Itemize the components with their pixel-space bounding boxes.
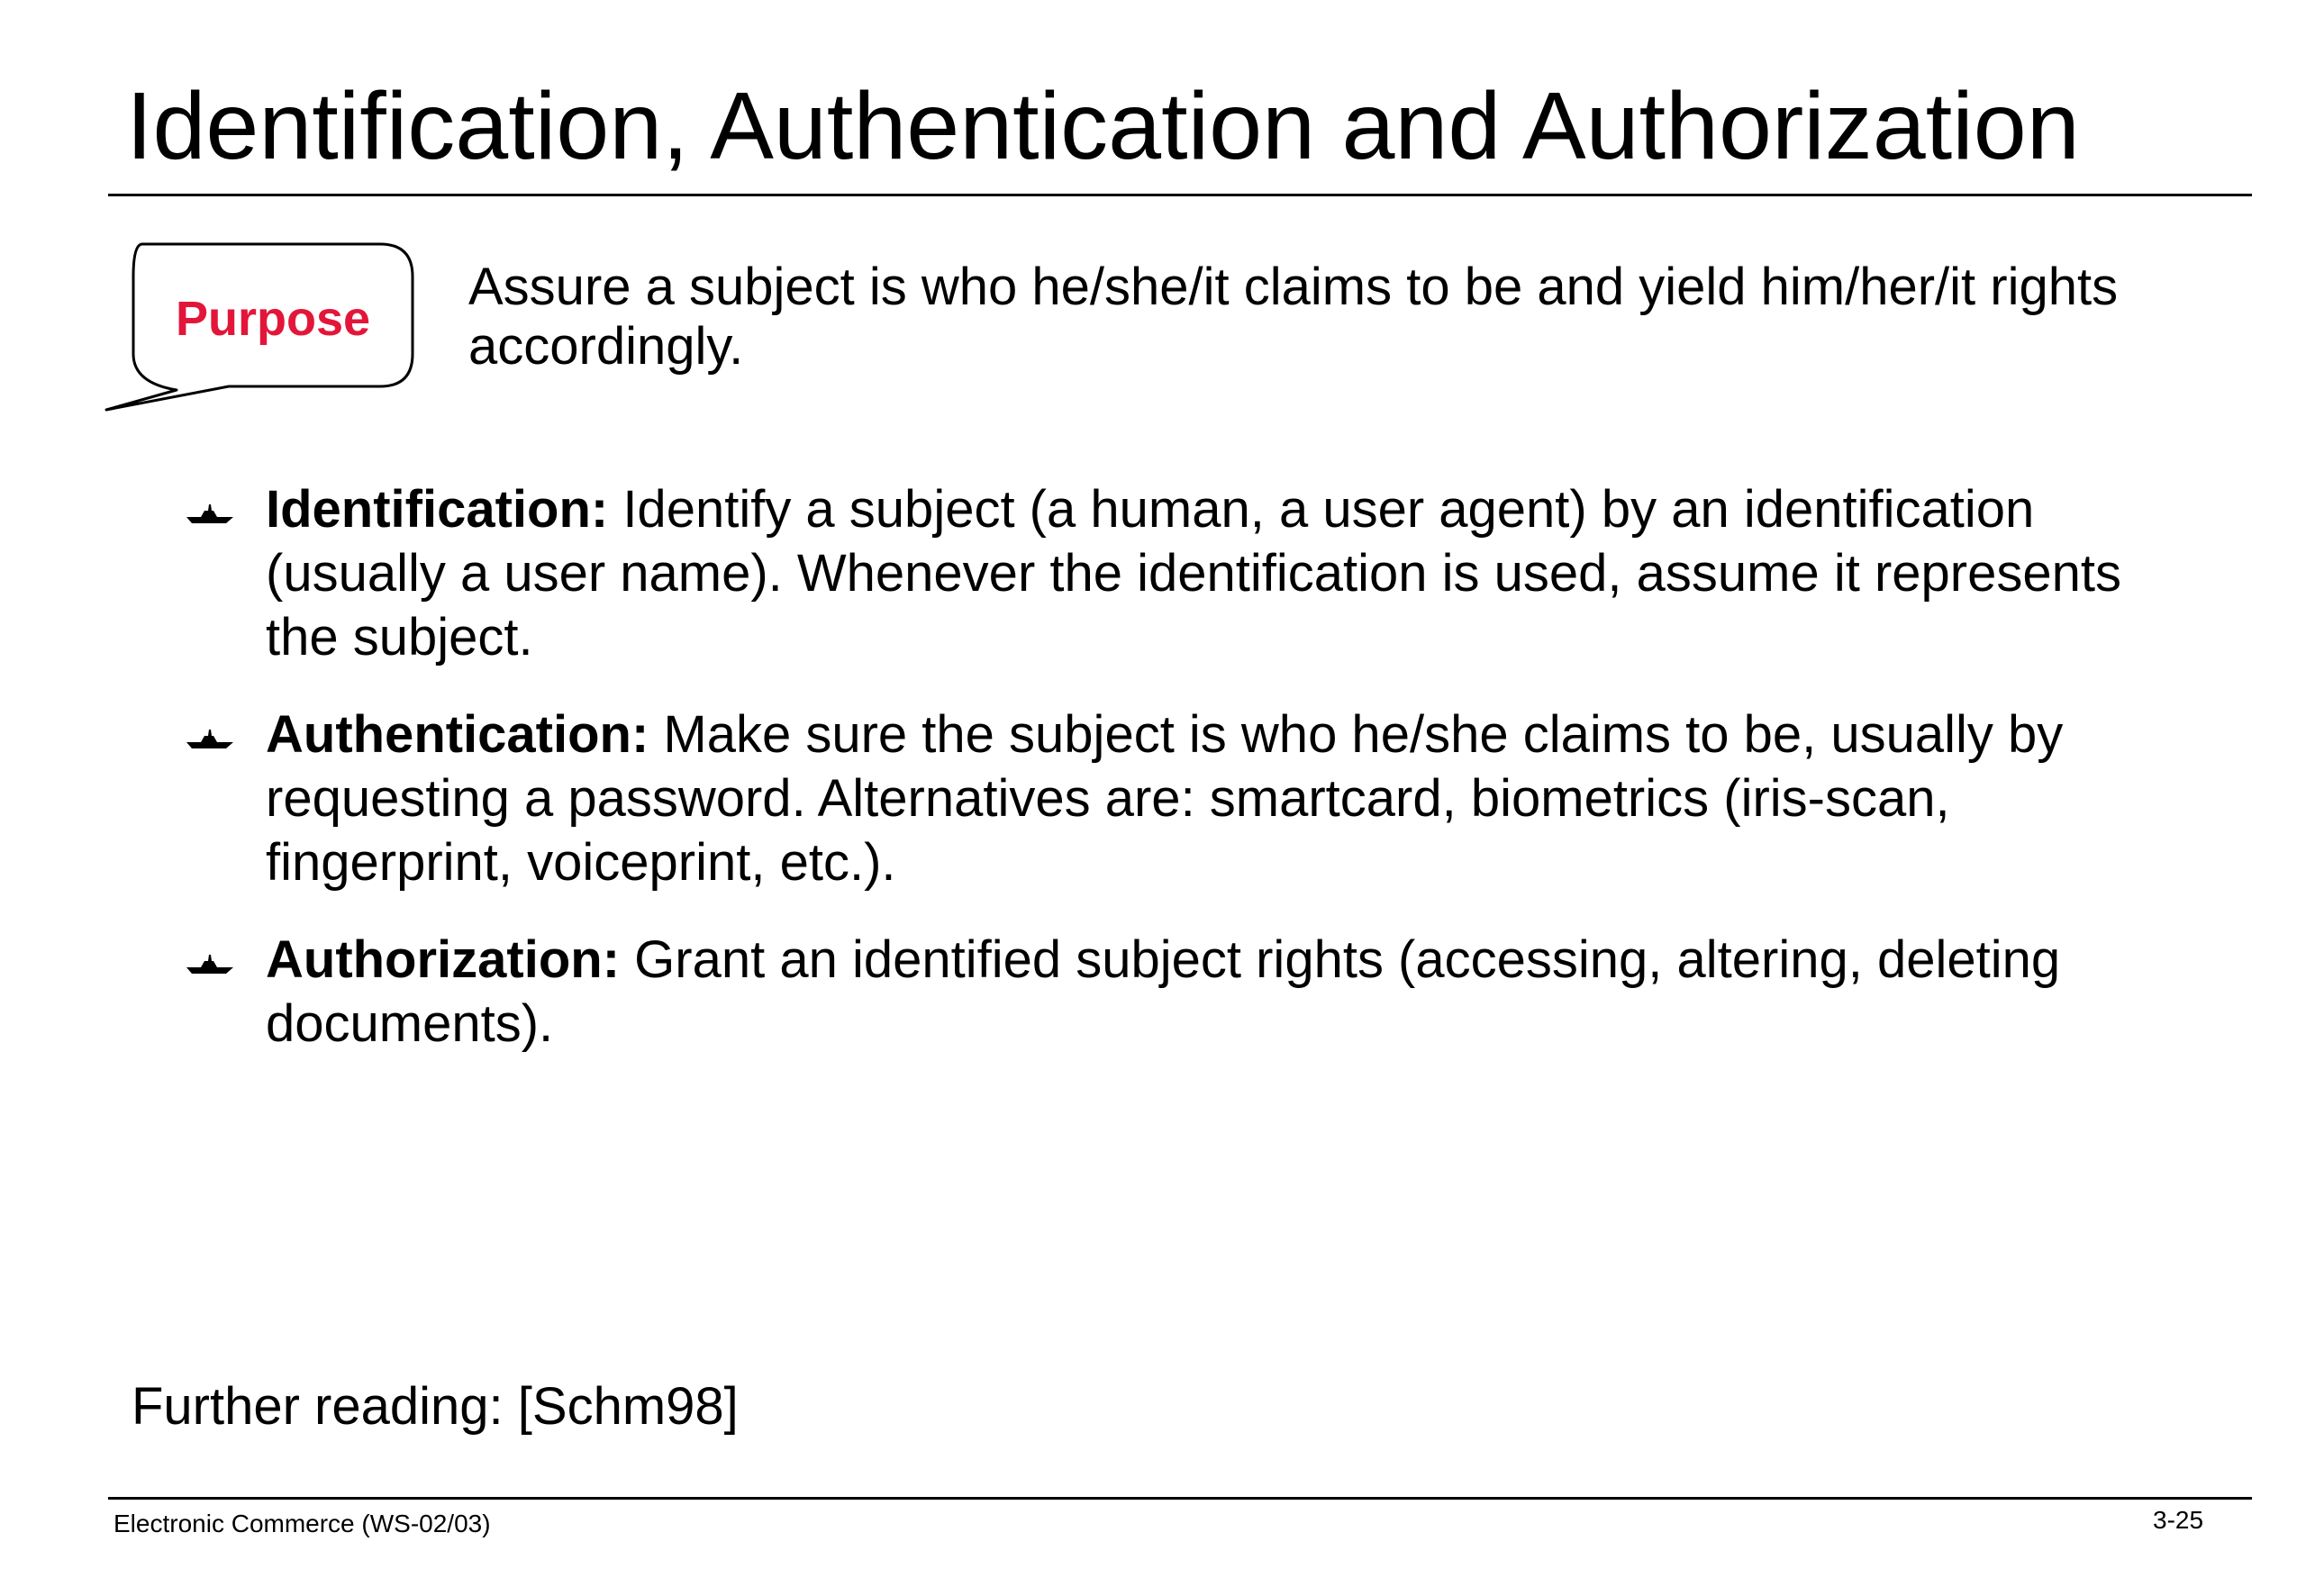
bullet-identification bbox=[185, 477, 2193, 669]
further-reading: Further reading: [Schm98] bbox=[132, 1377, 739, 1436]
bullet-authentication bbox=[185, 703, 2193, 894]
bullet-term: Authorization: bbox=[266, 930, 621, 989]
bullet-term: Authentication: bbox=[266, 705, 649, 764]
bullet-text: Grant an identified subject rights (accessing, altering, deleting documents). bbox=[266, 930, 2061, 1053]
purpose-description: Assure a subject is who he/she/it claims to be and yield him/her/it rights accordingly. bbox=[468, 258, 2119, 376]
bullet-term: Identification: bbox=[266, 480, 609, 539]
bullet-text: Make sure the subject is who he/she claims to be, usually by requesting a password. Alternatives are: smartcard, biometrics (iris-scan, fingerprint, voiceprint, etc.). bbox=[266, 705, 2064, 892]
title-divider bbox=[108, 194, 2252, 196]
ship-bullet-icon bbox=[185, 728, 235, 749]
bullet-text: Identify a subject (a human, a user agent) by an identification (usually a user name). Whenever the identification is used, assume it represents the subject. bbox=[266, 480, 2121, 667]
bullet-authorization bbox=[185, 928, 2193, 1056]
ship-bullet-icon bbox=[185, 503, 235, 524]
footer-divider bbox=[108, 1497, 2252, 1500]
slide-title: Identification, Authentication and Authorization bbox=[126, 73, 2080, 179]
purpose-label: Purpose bbox=[175, 292, 371, 346]
bullet-list bbox=[185, 477, 2193, 1089]
ship-bullet-icon bbox=[185, 953, 235, 975]
purpose-speech-bubble bbox=[99, 239, 423, 419]
footer-course: Electronic Commerce (WS-02/03) bbox=[113, 1510, 491, 1537]
footer-page-number: 3-25 bbox=[2153, 1506, 2204, 1534]
